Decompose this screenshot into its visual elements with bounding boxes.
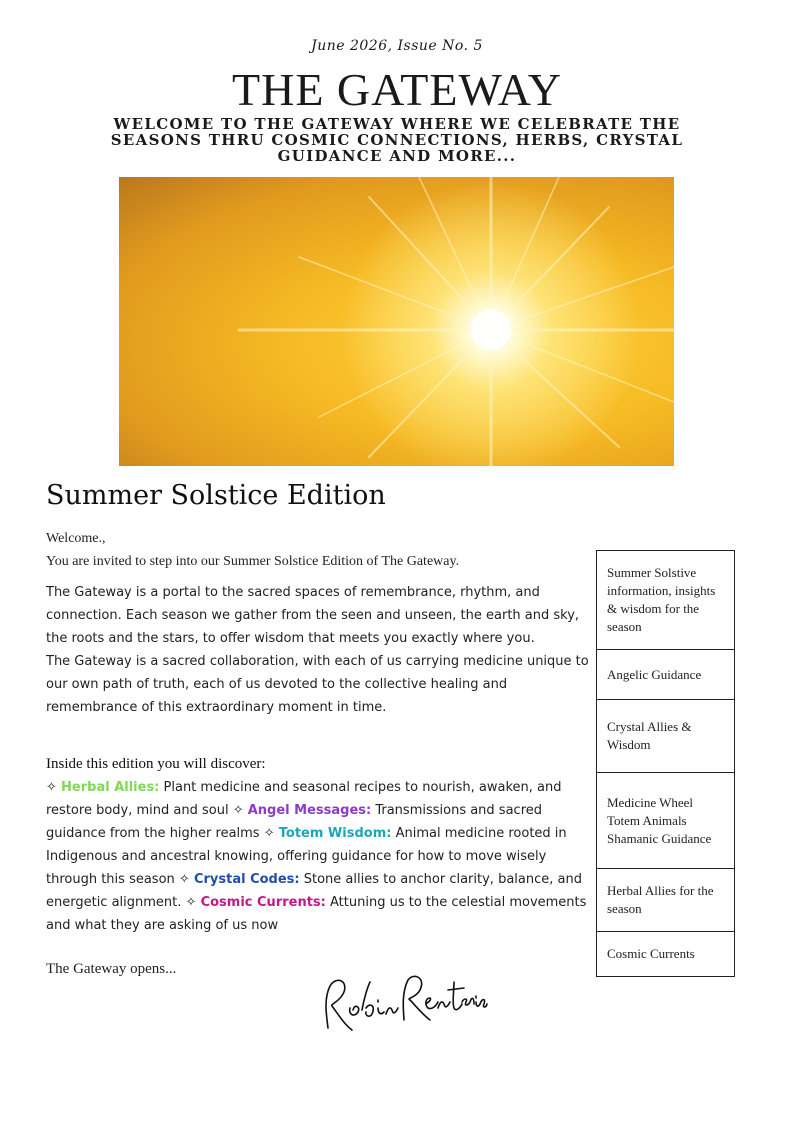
discover-text-totem: Animal medicine rooted in Indigenous and ancestral knowing, offering guidance for how to move wisely through this season [46, 826, 567, 887]
intro-paragraph-1: The Gateway is a portal to the sacred spaces of remembrance, rhythm, and connection. Each season we gather from the seen and unseen, the earth and sky, the roots and the stars, to offer wisdom that meets you exactly where you. [46, 585, 580, 646]
sparkle-icon: ✧ [263, 826, 279, 841]
discover-key-cosmic: Cosmic Currents: [200, 895, 326, 910]
contents-item-crystal [597, 700, 734, 773]
discover-key-crystal: Crystal Codes: [193, 872, 300, 887]
closing-line: The Gateway opens... [46, 961, 177, 977]
discover-list [46, 776, 598, 937]
greeting: Welcome., [46, 531, 106, 546]
intro-paragraph-2: The Gateway is a sacred collaboration, with each of us carrying medicine unique to our own path of truth, each of us devoted to the collective healing and remembrance of this extraordinary moment in time. [46, 654, 589, 715]
discover-text-crystal: Stone allies to anchor clarity, balance, and energetic alignment. [46, 872, 582, 910]
intro-body [46, 581, 598, 719]
contents-item-angelic [597, 650, 734, 700]
sparkle-icon: ✧ [185, 895, 201, 910]
contents-item-label: Cosmic Currents [607, 945, 695, 961]
sparkle-icon: ✧ [232, 803, 248, 818]
sun-rays-graphic [119, 177, 674, 466]
contents-item-label: Angelic Guidance [607, 666, 702, 682]
contents-item-cosmic [597, 932, 734, 975]
invite-text: You are invited to step into our Summer Solstice Edition of The Gateway. [46, 554, 460, 569]
newsletter-title: THE GATEWAY [232, 64, 562, 115]
contents-item-label: Crystal Allies & Wisdom [607, 719, 692, 752]
contents-item-medicine-wheel [597, 773, 734, 869]
sparkle-icon: ✧ [46, 780, 62, 795]
edition-title: Summer Solstice Edition [46, 480, 386, 511]
discover-heading: Inside this edition you will discover: [46, 756, 266, 772]
contents-item-herbal [597, 869, 734, 932]
newsletter-subtitle: WELCOME TO THE GATEWAY WHERE WE CELEBRATE THE SEASONS THRU COSMIC CONNECTIONS, HERBS, CRYSTAL GUIDANCE AND MORE... [110, 115, 684, 165]
contents-item-label: Summer Solstive information, insights & wisdom for the season [607, 565, 716, 634]
contents-item-label: Medicine Wheel Totem Animals Shamanic Guidance [607, 794, 712, 846]
contents-item-label: Herbal Allies for the season [607, 883, 714, 916]
welcome-block [46, 527, 606, 573]
signature-robin-renteria [318, 968, 488, 1038]
discover-text-cosmic: Attuning us to the celestial movements and what they are asking of us now [46, 895, 587, 933]
issue-line: June 2026, Issue No. 5 [311, 38, 483, 54]
hero-sun-image [119, 177, 674, 466]
discover-text-herbal: Plant medicine and seasonal recipes to nourish, awaken, and restore body, mind and soul [46, 780, 562, 818]
discover-key-totem: Totem Wisdom: [278, 826, 392, 841]
sparkle-icon: ✧ [178, 872, 194, 887]
discover-key-herbal: Herbal Allies: [61, 780, 160, 795]
contents-item-solstice [597, 551, 734, 650]
discover-text-angel: Transmissions and sacred guidance from the higher realms [46, 803, 543, 841]
contents-sidebar [596, 550, 735, 977]
discover-key-angel: Angel Messages: [247, 803, 372, 818]
